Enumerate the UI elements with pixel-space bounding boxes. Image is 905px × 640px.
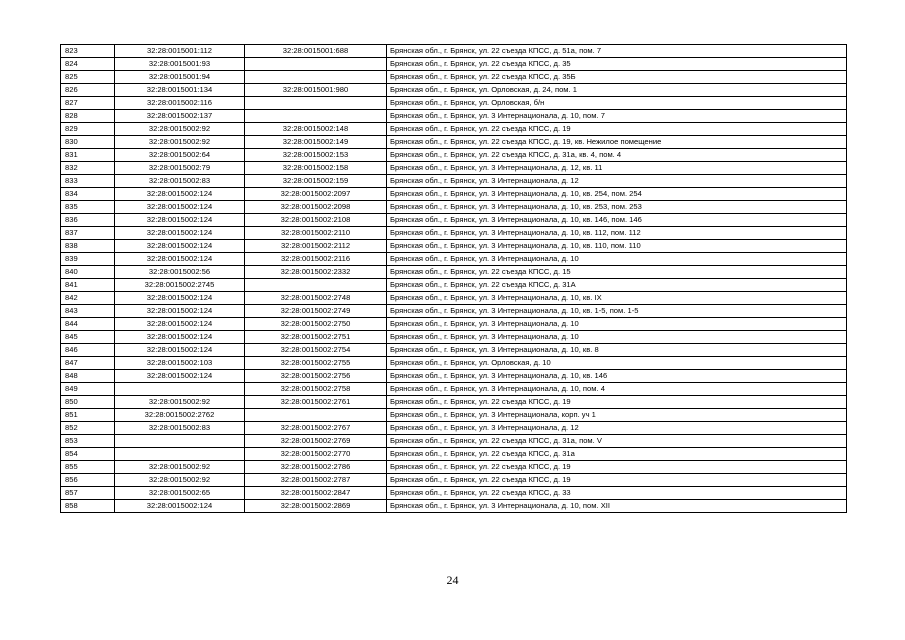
address-cell: Брянская обл., г. Брянск, ул. Орловская, д. 24, пом. 1 [387,84,847,97]
table-row [61,422,847,435]
table-row [61,84,847,97]
row-number-cell: 829 [61,123,115,136]
row-number-cell: 848 [61,370,115,383]
premise-cadastral-number-cell: 32:28:0015002:2786 [245,461,387,474]
premise-cadastral-number-cell [245,110,387,123]
cadastral-number-cell: 32:28:0015002:64 [115,149,245,162]
premise-cadastral-number-cell: 32:28:0015002:2758 [245,383,387,396]
premise-cadastral-number-cell [245,409,387,422]
cadastral-number-cell: 32:28:0015002:124 [115,500,245,513]
address-cell: Брянская обл., г. Брянск, ул. 22 съезда КПСС, д. 15 [387,266,847,279]
table-row [61,435,847,448]
premise-cadastral-number-cell: 32:28:0015002:2097 [245,188,387,201]
table-row [61,175,847,188]
premise-cadastral-number-cell: 32:28:0015002:2108 [245,214,387,227]
cadastral-number-cell: 32:28:0015002:124 [115,305,245,318]
row-number-cell: 856 [61,474,115,487]
address-cell: Брянская обл., г. Брянск, ул. 3 Интернационала, д. 10, кв. 146, пом. 146 [387,214,847,227]
row-number-cell: 843 [61,305,115,318]
address-cell: Брянская обл., г. Брянск, ул. 3 Интернационала, д. 10, кв. 253, пом. 253 [387,201,847,214]
address-cell: Брянская обл., г. Брянск, ул. 3 Интернационала, д. 10, пом. XII [387,500,847,513]
premise-cadastral-number-cell: 32:28:0015002:2112 [245,240,387,253]
row-number-cell: 850 [61,396,115,409]
cadastral-number-cell: 32:28:0015001:93 [115,58,245,71]
row-number-cell: 858 [61,500,115,513]
cadastral-number-cell: 32:28:0015002:92 [115,396,245,409]
table-row [61,409,847,422]
cadastral-number-cell: 32:28:0015002:124 [115,292,245,305]
address-cell: Брянская обл., г. Брянск, ул. 22 съезда КПСС, д. 33 [387,487,847,500]
premise-cadastral-number-cell: 32:28:0015002:149 [245,136,387,149]
address-cell: Брянская обл., г. Брянск, ул. 22 съезда КПСС, д. 35Б [387,71,847,84]
cadastral-number-cell: 32:28:0015002:124 [115,188,245,201]
row-number-cell: 833 [61,175,115,188]
row-number-cell: 838 [61,240,115,253]
table-row [61,331,847,344]
address-cell: Брянская обл., г. Брянск, ул. 22 съезда КПСС, д. 31А [387,279,847,292]
row-number-cell: 827 [61,97,115,110]
cadastral-number-cell: 32:28:0015002:124 [115,344,245,357]
cadastral-number-cell: 32:28:0015001:134 [115,84,245,97]
table-row [61,123,847,136]
premise-cadastral-number-cell: 32:28:0015002:159 [245,175,387,188]
table-row [61,279,847,292]
row-number-cell: 839 [61,253,115,266]
address-cell: Брянская обл., г. Брянск, ул. 3 Интернационала, д. 12 [387,175,847,188]
table-row [61,500,847,513]
row-number-cell: 853 [61,435,115,448]
premise-cadastral-number-cell: 32:28:0015002:2749 [245,305,387,318]
table-row [61,188,847,201]
row-number-cell: 849 [61,383,115,396]
table-row [61,305,847,318]
row-number-cell: 855 [61,461,115,474]
table-row [61,149,847,162]
premise-cadastral-number-cell: 32:28:0015002:2748 [245,292,387,305]
table-row [61,292,847,305]
row-number-cell: 828 [61,110,115,123]
row-number-cell: 823 [61,45,115,58]
address-cell: Брянская обл., г. Брянск, ул. 22 съезда КПСС, д. 51а, пом. 7 [387,45,847,58]
row-number-cell: 837 [61,227,115,240]
address-cell: Брянская обл., г. Брянск, ул. 3 Интернационала, д. 10, пом. 7 [387,110,847,123]
cadastral-number-cell: 32:28:0015002:92 [115,123,245,136]
cadastral-number-cell: 32:28:0015002:65 [115,487,245,500]
address-cell: Брянская обл., г. Брянск, ул. Орловская, д. 10 [387,357,847,370]
table-row [61,448,847,461]
table-row [61,45,847,58]
table-row [61,201,847,214]
cadastral-table [60,44,847,513]
row-number-cell: 857 [61,487,115,500]
premise-cadastral-number-cell: 32:28:0015002:2332 [245,266,387,279]
premise-cadastral-number-cell: 32:28:0015002:158 [245,162,387,175]
row-number-cell: 832 [61,162,115,175]
table-row [61,370,847,383]
address-cell: Брянская обл., г. Брянск, ул. 3 Интернационала, д. 10, кв. 110, пом. 110 [387,240,847,253]
cadastral-number-cell [115,448,245,461]
table-row [61,240,847,253]
row-number-cell: 825 [61,71,115,84]
address-cell: Брянская обл., г. Брянск, ул. 22 съезда КПСС, д. 19 [387,123,847,136]
address-cell: Брянская обл., г. Брянск, ул. 22 съезда КПСС, д. 19 [387,461,847,474]
premise-cadastral-number-cell: 32:28:0015002:2755 [245,357,387,370]
cadastral-number-cell: 32:28:0015002:92 [115,461,245,474]
row-number-cell: 844 [61,318,115,331]
premise-cadastral-number-cell [245,71,387,84]
row-number-cell: 854 [61,448,115,461]
row-number-cell: 835 [61,201,115,214]
address-cell: Брянская обл., г. Брянск, ул. 3 Интернационала, корп. уч 1 [387,409,847,422]
address-cell: Брянская обл., г. Брянск, ул. 3 Интернационала, д. 12, кв. 11 [387,162,847,175]
premise-cadastral-number-cell [245,279,387,292]
cadastral-number-cell: 32:28:0015002:124 [115,331,245,344]
address-cell: Брянская обл., г. Брянск, ул. 3 Интернационала, д. 10, кв. 8 [387,344,847,357]
table-row [61,162,847,175]
address-cell: Брянская обл., г. Брянск, ул. 3 Интернационала, д. 12 [387,422,847,435]
row-number-cell: 830 [61,136,115,149]
address-cell: Брянская обл., г. Брянск, ул. 3 Интернационала, д. 10 [387,331,847,344]
cadastral-number-cell: 32:28:0015002:56 [115,266,245,279]
premise-cadastral-number-cell: 32:28:0015002:2754 [245,344,387,357]
row-number-cell: 831 [61,149,115,162]
premise-cadastral-number-cell: 32:28:0015002:2847 [245,487,387,500]
address-cell: Брянская обл., г. Брянск, ул. 22 съезда КПСС, д. 19 [387,474,847,487]
cadastral-number-cell: 32:28:0015002:124 [115,253,245,266]
row-number-cell: 852 [61,422,115,435]
row-number-cell: 846 [61,344,115,357]
premise-cadastral-number-cell: 32:28:0015002:2761 [245,396,387,409]
table-row [61,110,847,123]
row-number-cell: 851 [61,409,115,422]
address-cell: Брянская обл., г. Брянск, ул. 22 съезда КПСС, д. 19, кв. Нежилое помещение [387,136,847,149]
table-row [61,71,847,84]
premise-cadastral-number-cell: 32:28:0015002:2767 [245,422,387,435]
cadastral-number-cell: 32:28:0015002:83 [115,175,245,188]
cadastral-number-cell: 32:28:0015002:2745 [115,279,245,292]
address-cell: Брянская обл., г. Брянск, ул. 22 съезда КПСС, д. 31а, пом. V [387,435,847,448]
table-row [61,253,847,266]
row-number-cell: 834 [61,188,115,201]
row-number-cell: 836 [61,214,115,227]
cadastral-number-cell: 32:28:0015002:103 [115,357,245,370]
cadastral-number-cell: 32:28:0015002:116 [115,97,245,110]
table-row [61,136,847,149]
table-row [61,396,847,409]
cadastral-number-cell: 32:28:0015002:2762 [115,409,245,422]
table-body [61,45,847,513]
table-row [61,383,847,396]
table-row [61,461,847,474]
row-number-cell: 826 [61,84,115,97]
cadastral-number-cell: 32:28:0015001:112 [115,45,245,58]
cadastral-number-cell: 32:28:0015001:94 [115,71,245,84]
table-row [61,318,847,331]
address-cell: Брянская обл., г. Брянск, ул. 22 съезда КПСС, д. 31а, кв. 4, пом. 4 [387,149,847,162]
premise-cadastral-number-cell: 32:28:0015002:148 [245,123,387,136]
row-number-cell: 847 [61,357,115,370]
address-cell: Брянская обл., г. Брянск, ул. 3 Интернационала, д. 10 [387,253,847,266]
row-number-cell: 824 [61,58,115,71]
premise-cadastral-number-cell: 32:28:0015001:980 [245,84,387,97]
table-row [61,266,847,279]
premise-cadastral-number-cell: 32:28:0015002:2116 [245,253,387,266]
address-cell: Брянская обл., г. Брянск, ул. 22 съезда КПСС, д. 35 [387,58,847,71]
premise-cadastral-number-cell: 32:28:0015002:153 [245,149,387,162]
table-row [61,344,847,357]
premise-cadastral-number-cell: 32:28:0015002:2751 [245,331,387,344]
premise-cadastral-number-cell: 32:28:0015002:2869 [245,500,387,513]
address-cell: Брянская обл., г. Брянск, ул. 3 Интернационала, д. 10, кв. 1-5, пом. 1-5 [387,305,847,318]
premise-cadastral-number-cell: 32:28:0015002:2110 [245,227,387,240]
cadastral-number-cell: 32:28:0015002:124 [115,227,245,240]
address-cell: Брянская обл., г. Брянск, ул. 3 Интернационала, д. 10, кв. 254, пом. 254 [387,188,847,201]
premise-cadastral-number-cell: 32:28:0015002:2750 [245,318,387,331]
cadastral-number-cell [115,435,245,448]
premise-cadastral-number-cell: 32:28:0015002:2769 [245,435,387,448]
address-cell: Брянская обл., г. Брянск, ул. 22 съезда КПСС, д. 19 [387,396,847,409]
page-number: 24 [446,573,459,587]
premise-cadastral-number-cell: 32:28:0015001:688 [245,45,387,58]
cadastral-number-cell: 32:28:0015002:92 [115,136,245,149]
address-cell: Брянская обл., г. Брянск, ул. 3 Интернационала, д. 10, кв. IX [387,292,847,305]
table-row [61,357,847,370]
cadastral-number-cell: 32:28:0015002:92 [115,474,245,487]
address-cell: Брянская обл., г. Брянск, ул. 3 Интернационала, д. 10, пом. 4 [387,383,847,396]
table-row [61,474,847,487]
cadastral-number-cell [115,383,245,396]
premise-cadastral-number-cell: 32:28:0015002:2770 [245,448,387,461]
address-cell: Брянская обл., г. Брянск, ул. 22 съезда КПСС, д. 31а [387,448,847,461]
premise-cadastral-number-cell [245,58,387,71]
table-row [61,58,847,71]
address-cell: Брянская обл., г. Брянск, ул. 3 Интернационала, д. 10 [387,318,847,331]
row-number-cell: 845 [61,331,115,344]
cadastral-number-cell: 32:28:0015002:124 [115,201,245,214]
premise-cadastral-number-cell: 32:28:0015002:2787 [245,474,387,487]
cadastral-number-cell: 32:28:0015002:124 [115,318,245,331]
cadastral-number-cell: 32:28:0015002:83 [115,422,245,435]
table-row [61,97,847,110]
address-cell: Брянская обл., г. Брянск, ул. 3 Интернационала, д. 10, кв. 146 [387,370,847,383]
row-number-cell: 842 [61,292,115,305]
cadastral-number-cell: 32:28:0015002:124 [115,214,245,227]
cadastral-number-cell: 32:28:0015002:124 [115,370,245,383]
cadastral-number-cell: 32:28:0015002:79 [115,162,245,175]
table-row [61,227,847,240]
premise-cadastral-number-cell: 32:28:0015002:2756 [245,370,387,383]
address-cell: Брянская обл., г. Брянск, ул. Орловская, б/н [387,97,847,110]
premise-cadastral-number-cell: 32:28:0015002:2098 [245,201,387,214]
cadastral-number-cell: 32:28:0015002:137 [115,110,245,123]
premise-cadastral-number-cell [245,97,387,110]
row-number-cell: 840 [61,266,115,279]
table-row [61,487,847,500]
address-cell: Брянская обл., г. Брянск, ул. 3 Интернационала, д. 10, кв. 112, пом. 112 [387,227,847,240]
table-row [61,214,847,227]
cadastral-number-cell: 32:28:0015002:124 [115,240,245,253]
row-number-cell: 841 [61,279,115,292]
